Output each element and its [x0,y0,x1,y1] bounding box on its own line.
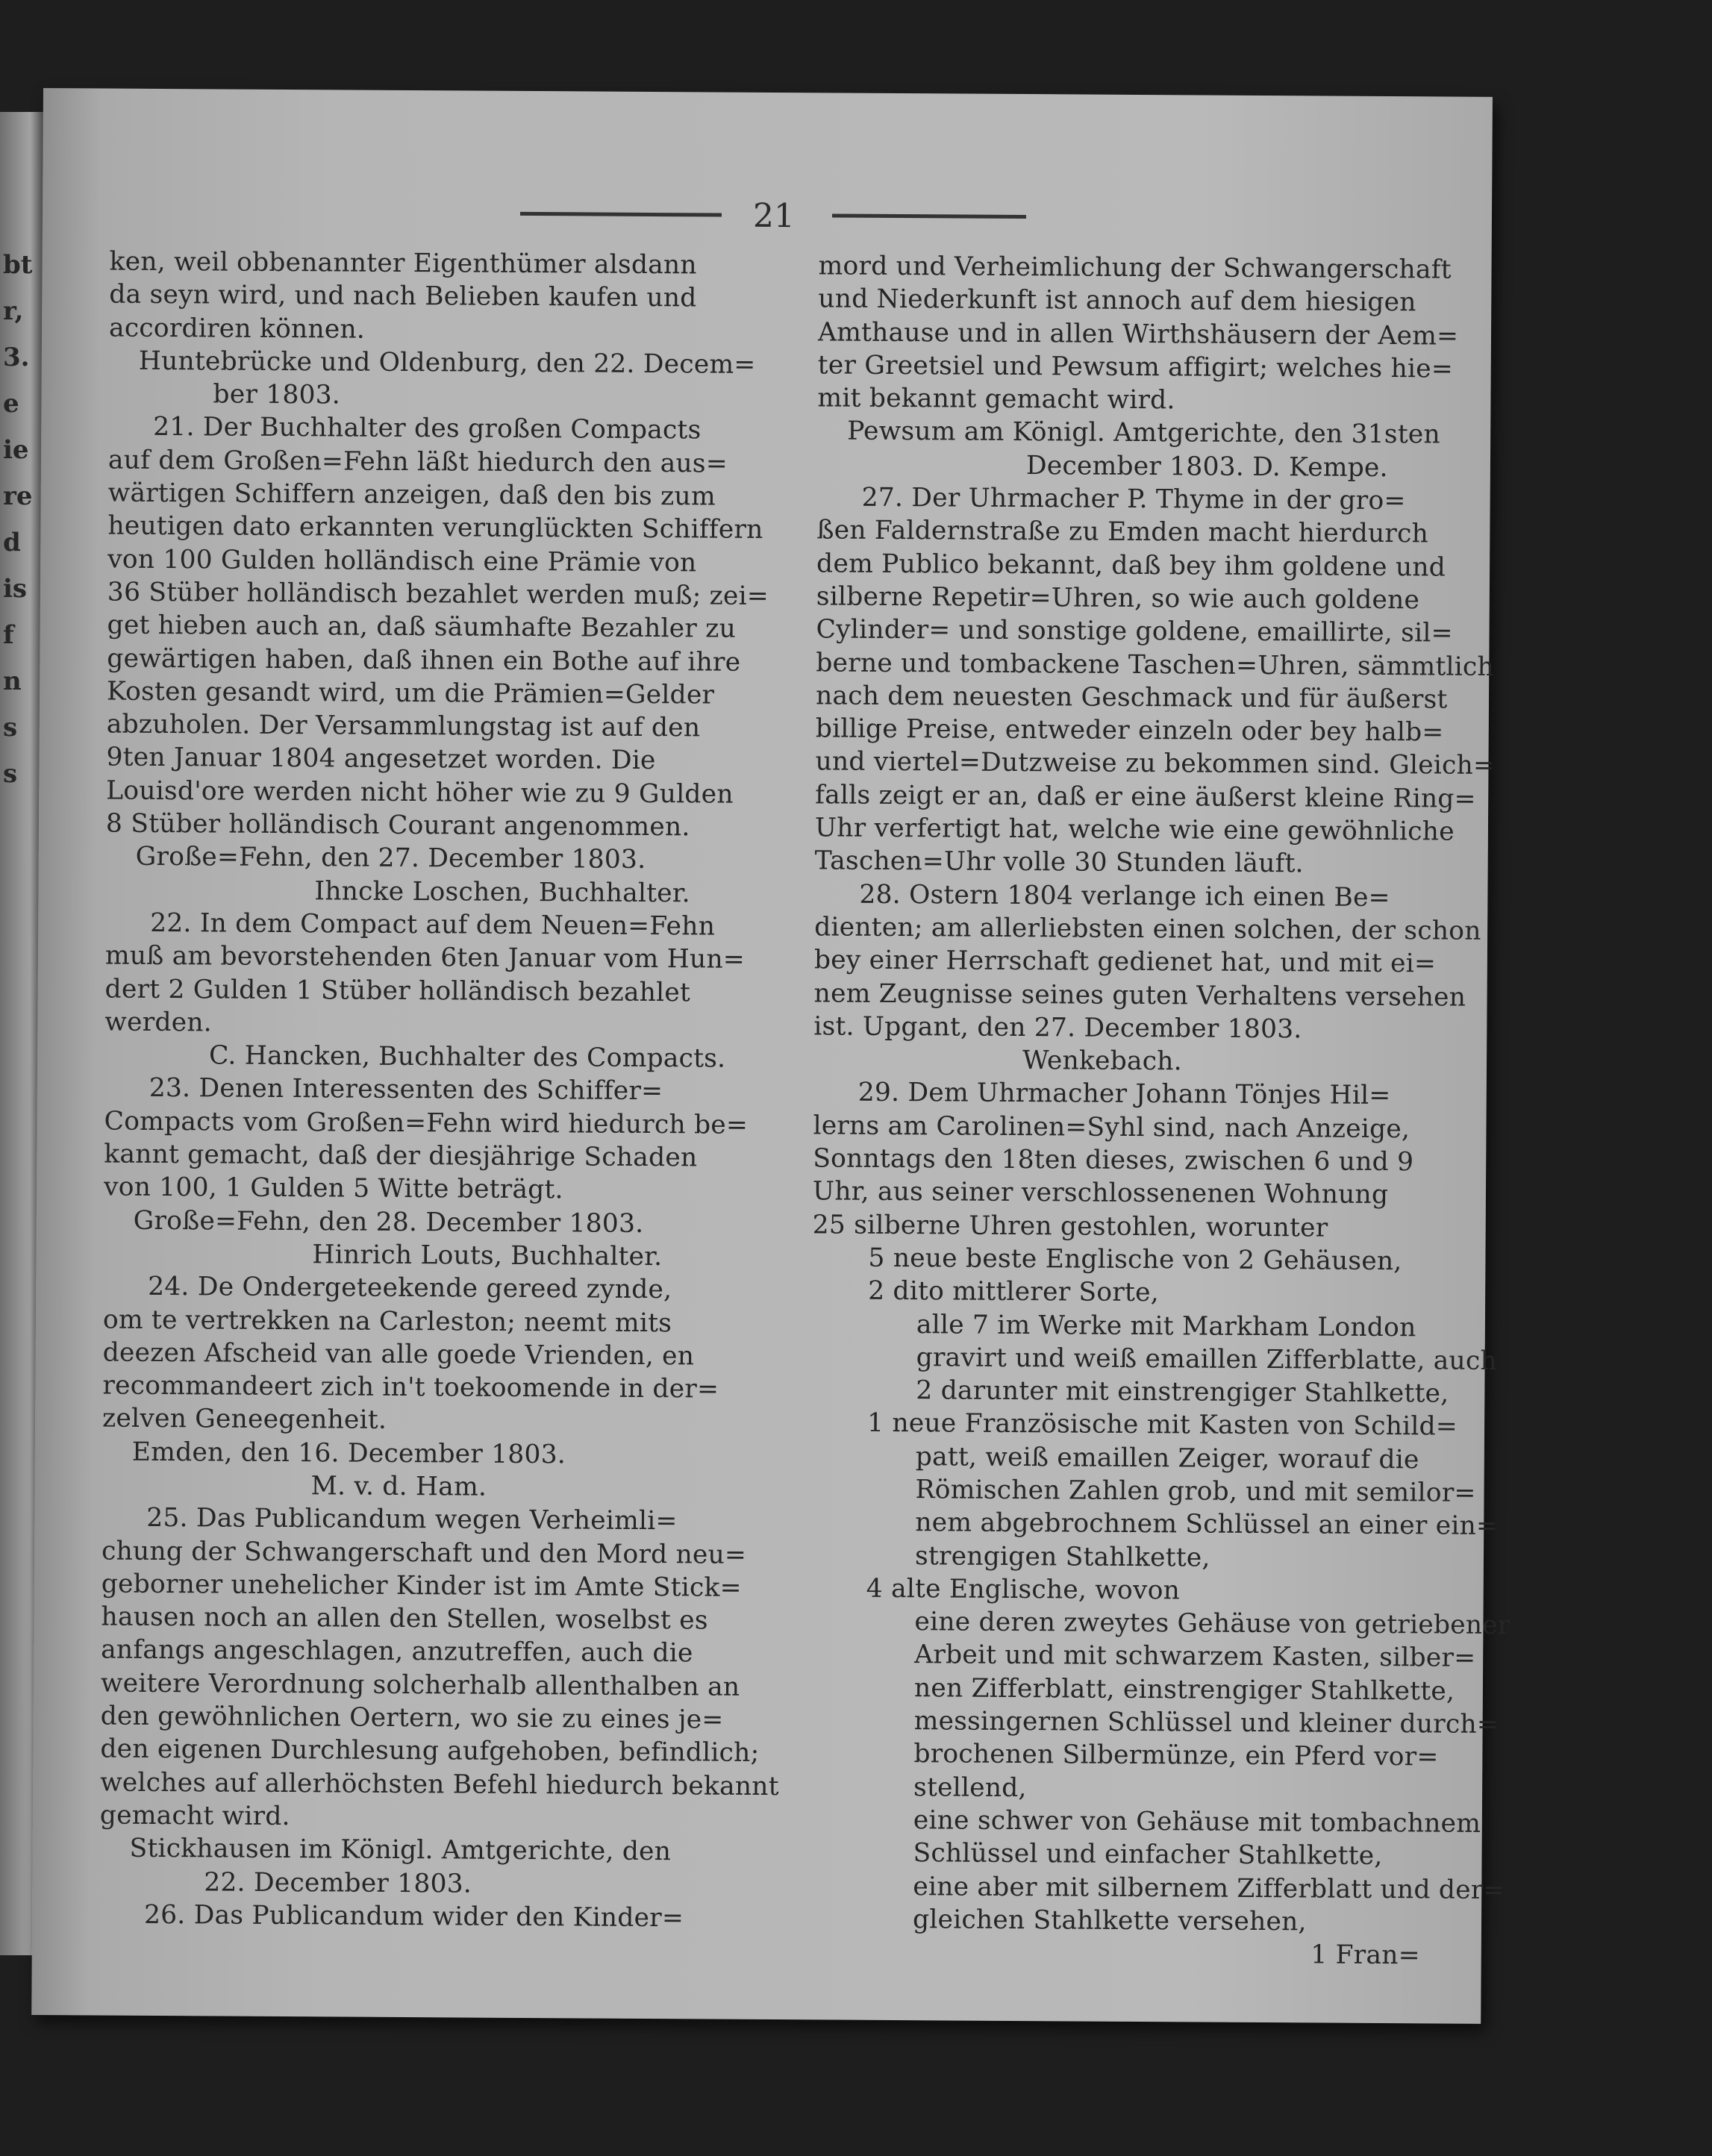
facing-page-text-fragment: bt [3,250,33,280]
text-line: 1 neue Französische mit Kasten von Schild= [866,1408,1458,1442]
text-line: gleichen Stahlkette versehen, [912,1905,1307,1937]
text-line: om te vertrekken na Carleston; neemt mits [102,1304,672,1338]
text-line: falls zeigt er an, daß er eine äußerst kleine Ring= [815,780,1476,814]
text-line: Große=Fehn, den 27. December 1803. [135,842,646,875]
text-line: Kosten gesandt wird, um die Prämien=Gelder [106,676,715,710]
text-line: 1 Fran= [1310,1940,1420,1971]
right-text-column [808,249,1511,1972]
facing-page-text-fragment: re [3,481,33,511]
text-line: Louisd'ore werden nicht höher wie zu 9 Gulden [106,775,734,810]
text-line: weitere Verordnung solcherhalb allenthalben an [100,1668,740,1702]
page-number: 21 [752,196,796,236]
text-line: recommandeert zich in't toekoomende in der= [102,1370,719,1404]
text-line: patt, weiß emaillen Zeiger, worauf die [915,1441,1419,1475]
text-line: 2 darunter mit einstrengiger Stahlkette, [916,1375,1449,1409]
text-line: 2 dito mittlerer Sorte, [868,1275,1159,1308]
text-line: Stickhausen im Königl. Amtgerichte, den [129,1834,672,1867]
text-line: da seyn wird, und nach Belieben kaufen und [109,279,697,313]
text-line: nem Zeugnisse seines guten Verhaltens versehen [813,978,1466,1013]
text-line: Uhr, aus seiner verschlossenenen Wohnung [812,1176,1389,1210]
header-rule-right [832,213,1026,219]
text-line: welches auf allerhöchsten Befehl hiedurch bekannt [100,1767,779,1802]
text-line: 27. Der Uhrmacher P. Thyme in der gro= [861,482,1406,516]
text-line: nen Zifferblatt, einstrengiger Stahlkette, [913,1672,1455,1707]
text-line: mit bekannt gemacht wird. [817,383,1175,416]
text-line: strengigen Stahlkette, [914,1540,1210,1573]
left-text-column [99,246,785,1936]
text-line: gravirt und weiß emaillen Zifferblatte, auch [916,1342,1497,1376]
text-line: werden. [104,1007,213,1038]
text-line: mord und Verheimlichung der Schwangerschaft [818,251,1452,285]
text-line: ßen Faldernstraße zu Emden macht hierdurch [816,515,1429,549]
text-line: wärtigen Schiffern anzeigen, daß den bis zum [107,478,716,512]
text-line: stellend, [913,1772,1027,1803]
text-line: abzuholen. Der Versammlungstag ist auf den [106,709,701,743]
text-line: dert 2 Gulden 1 Stüber holländisch bezahlet [104,974,691,1007]
text-line: 29. Dem Uhrmacher Johann Tönjes Hil= [857,1078,1391,1111]
text-line: 8 Stüber holländisch Courant angenommen. [105,808,690,843]
text-line: 22. In dem Compact auf dem Neuen=Fehn [150,907,716,942]
text-line: 21. Der Buchhalter des großen Compacts [153,412,702,446]
text-line: Sonntags den 18ten dieses, zwischen 6 und 9 [813,1143,1414,1178]
text-line: dienten; am allerliebsten einen solchen, der schon [814,912,1481,946]
text-line: Cylinder= und sonstige goldene, emaillirte, sil= [816,614,1453,649]
text-line: auf dem Großen=Fehn läßt hiedurch den aus= [107,445,728,479]
facing-page-text-fragment: s [3,713,18,743]
text-line: Hinrich Louts, Buchhalter. [312,1240,663,1272]
text-line: get hieben auch an, daß säumhafte Bezahler zu [107,610,737,644]
text-line: billige Preise, entweder einzeln oder bey halb= [815,713,1444,748]
facing-page-text-fragment: ie [3,435,29,465]
text-line: Uhr verfertigt hat, welche wie eine gewöhnliche [814,813,1455,847]
text-line: gewärtigen haben, daß ihnen ein Bothe auf ihre [107,643,741,678]
facing-page-text-fragment: 3. [3,343,30,372]
text-line: geborner unehelicher Kinder ist im Amte Stick= [101,1569,742,1603]
text-line: anfangs angeschlagen, anzutreffen, auch die [101,1634,693,1669]
text-line: chung der Schwangerschaft und den Mord neu= [101,1536,747,1570]
text-line: heutigen dato erkannten verunglückten Schiffern [107,510,763,546]
text-line: den eigenen Durchlesung aufgehoben, befindlich; [100,1734,760,1769]
facing-page-text-fragment: r, [3,296,24,326]
facing-page-text-fragment: is [3,574,28,604]
text-line: silberne Repetir=Uhren, so wie auch goldene [816,581,1420,616]
text-line: 22. December 1803. [204,1866,472,1899]
text-line: Wenkebach. [1022,1046,1182,1077]
text-line: Huntebrücke und Oldenburg, den 22. Decem= [138,346,756,380]
text-line: Amthause und in allen Wirthshäusern der Aem= [817,316,1459,351]
text-line: 25. Das Publicandum wegen Verheimli= [146,1503,678,1537]
text-line: von 100 Gulden holländisch eine Prämie von [107,544,697,578]
text-line: 5 neue beste Englische von 2 Gehäusen, [868,1243,1402,1277]
text-line: ber 1803. [213,379,341,410]
text-line: Ihncke Loschen, Buchhalter. [314,875,691,908]
text-line: lerns am Carolinen=Syhl sind, nach Anzeige, [813,1110,1410,1144]
text-line: 4 alte Englische, wovon [866,1573,1181,1606]
text-line: ter Greetsiel und Pewsum affigirt; welches hie= [817,350,1454,384]
facing-page-text-fragment: f [3,620,14,650]
facing-page-text-fragment: n [3,666,22,696]
text-line: Römischen Zahlen grob, und mit semilor= [915,1475,1476,1508]
text-line: hausen noch an allen den Stellen, woselbst es [101,1602,708,1636]
text-line: brochenen Silbermünze, ein Pferd vor= [913,1739,1439,1772]
text-line: accordiren können. [108,313,366,345]
facing-page-text-fragment: e [3,389,19,419]
text-line: 9ten Januar 1804 angesetzet worden. Die [106,742,656,776]
text-line: Emden, den 16. December 1803. [131,1437,566,1469]
text-line: eine aber mit silbernem Zifferblatt und der= [913,1871,1505,1905]
text-line: deezen Afscheid van alle goede Vrienden, en [102,1337,695,1372]
text-line: Schlüssel und einfacher Stahlkette, [913,1838,1383,1872]
header-rule-left [520,212,722,217]
text-line: Arbeit und mit schwarzem Kasten, silber= [914,1640,1476,1674]
text-line: dem Publico bekannt, daß bey ihm goldene und [816,549,1446,583]
text-line: nach dem neuesten Geschmack und für äußerst [815,681,1448,715]
text-line: 24. De Ondergeteekende gereed zynde, [148,1272,672,1305]
facing-page-text-fragment: d [3,528,21,557]
text-line: eine deren zweytes Gehäuse von getriebener [914,1607,1511,1641]
text-line: von 100, 1 Gulden 5 Witte beträgt. [103,1172,563,1205]
text-line: und viertel=Dutzweise zu bekommen sind. Gleich= [815,746,1496,781]
text-line: kannt gemacht, daß der diesjährige Schaden [104,1139,698,1173]
text-line: M. v. d. Ham. [310,1471,487,1502]
text-line: 26. Das Publicandum wider den Kinder= [143,1899,684,1934]
text-line: muß am bevorstehenden 6ten Januar vom Hun= [104,940,746,975]
text-line: C. Hancken, Buchhalter des Compacts. [208,1040,726,1074]
text-line: Große=Fehn, den 28. December 1803. [133,1205,644,1239]
text-line: Compacts vom Großen=Fehn wird hiedurch be= [104,1106,749,1140]
text-line: 28. Ostern 1804 verlange ich einen Be= [859,879,1390,913]
text-line: December 1803. D. Kempe. [1025,450,1388,483]
facing-page-text-fragment: s [3,759,18,789]
text-line: 36 Stüber holländisch bezahlet werden muß; zei= [107,577,769,611]
text-line: 25 silberne Uhren gestohlen, worunter [812,1209,1328,1243]
text-line: Pewsum am Königl. Amtgerichte, den 31sten [847,416,1440,450]
text-line: den gewöhnlichen Oertern, wo sie zu eines je= [100,1701,724,1735]
text-line: messingernen Schlüssel und kleiner durch= [913,1706,1499,1740]
text-line: alle 7 im Werke mit Markham London [916,1309,1416,1343]
text-line: zelven Geneegenheit. [101,1403,387,1436]
text-line: 23. Denen Interessenten des Schiffer= [149,1073,663,1107]
text-line: nem abgebrochnem Schlüssel an einer ein= [915,1507,1499,1542]
text-line: berne und tombackene Taschen=Uhren, sämmtlich [816,647,1494,682]
text-line: ken, weil obbenannter Eigenthümer alsdann [109,246,697,281]
document-page [31,88,1511,2024]
text-line: ist. Upgant, den 27. December 1803. [813,1011,1302,1045]
text-line: und Niederkunft ist annoch auf dem hiesigen [818,284,1416,318]
text-line: eine schwer von Gehäuse mit tombachnem [913,1805,1481,1839]
text-line: Taschen=Uhr volle 30 Stunden läuft. [814,846,1304,879]
text-line: gemacht wird. [99,1800,290,1832]
text-line: bey einer Herrschaft gedienet hat, und mit ei= [813,945,1437,979]
